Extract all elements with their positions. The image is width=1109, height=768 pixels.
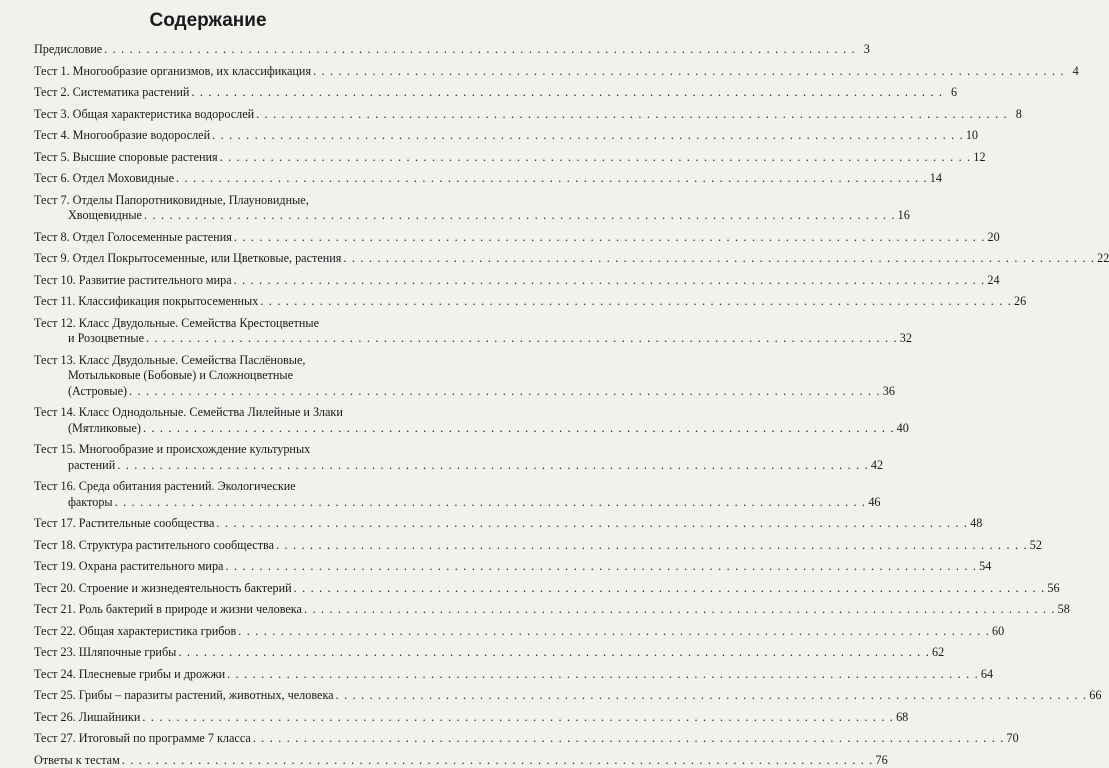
toc-entry xyxy=(34,171,396,187)
toc-entry xyxy=(34,602,396,618)
toc-entry-label: Тест 10. Развитие растительного мира xyxy=(34,273,232,289)
toc-dot-leader xyxy=(129,384,881,400)
toc-page-number: 14 xyxy=(930,171,942,187)
toc-dot-leader xyxy=(117,458,869,474)
toc-page-number: 10 xyxy=(966,128,978,144)
toc-page-number: 16 xyxy=(898,208,910,224)
toc-entry-label: Предисловие xyxy=(34,42,102,58)
toc-dot-leader xyxy=(142,710,894,726)
toc-dot-leader xyxy=(191,85,943,101)
toc-entry-row xyxy=(34,150,396,166)
toc-entry-label: Тест 5. Высшие споровые растения xyxy=(34,150,218,166)
toc-dot-leader xyxy=(225,559,977,575)
toc-dot-leader xyxy=(143,421,895,437)
toc-entry-row xyxy=(34,538,396,554)
toc-dot-leader xyxy=(276,538,1028,554)
toc-entry-line: Тест 7. Отделы Папоротниковидные, Плауновидные, xyxy=(34,193,396,209)
toc-entry xyxy=(34,538,396,554)
toc-dot-leader xyxy=(260,294,1012,310)
toc-entry-row xyxy=(34,107,396,123)
toc-entry-line: Тест 13. Класс Двудольные. Семейства Паслёновые, xyxy=(34,353,396,369)
toc-dot-leader xyxy=(227,667,979,683)
toc-dot-leader xyxy=(313,64,1065,80)
toc-entry-row xyxy=(34,559,396,575)
toc-dot-leader xyxy=(115,495,867,511)
toc-entry-line: Тест 16. Среда обитания растений. Экологические xyxy=(34,479,396,495)
toc-entry xyxy=(34,405,396,436)
toc-entry-label: Тест 11. Классификация покрытосеменных xyxy=(34,294,258,310)
toc-dot-leader xyxy=(256,107,1008,123)
toc-entry-row xyxy=(34,128,396,144)
toc-page-number: 62 xyxy=(932,645,944,661)
toc-entry xyxy=(34,316,396,347)
toc-entry xyxy=(34,688,396,704)
toc-entry-row xyxy=(34,294,396,310)
toc-dot-leader xyxy=(238,624,990,640)
toc-entry xyxy=(34,710,396,726)
toc-entry xyxy=(34,85,396,101)
toc-dot-leader xyxy=(216,516,968,532)
toc-entry-row xyxy=(34,230,396,246)
toc-dot-leader xyxy=(343,251,1095,267)
toc-entry xyxy=(34,581,396,597)
toc-page-number: 3 xyxy=(858,42,870,58)
page-title: Содержание xyxy=(0,10,416,32)
toc-entry-label: Ответы к тестам xyxy=(34,753,120,768)
toc-entry-label: Тест 8. Отдел Голосеменные растения xyxy=(34,230,232,246)
toc-entry xyxy=(34,128,396,144)
toc-page-number: 46 xyxy=(868,495,880,511)
toc-entry-row xyxy=(34,458,396,474)
toc-page-number: 36 xyxy=(883,384,895,400)
toc-page-number: 22 xyxy=(1097,251,1109,267)
toc-page-number: 58 xyxy=(1058,602,1070,618)
toc-dot-leader xyxy=(178,645,930,661)
toc-dot-leader xyxy=(212,128,964,144)
toc-entry-row xyxy=(34,273,396,289)
toc-entry-row xyxy=(34,624,396,640)
toc-entry-label: Тест 25. Грибы – паразиты растений, животных, человека xyxy=(34,688,334,704)
toc-page-number: 12 xyxy=(973,150,985,166)
toc-dot-leader xyxy=(304,602,1056,618)
toc-entry xyxy=(34,273,396,289)
toc-entry-label: Тест 4. Многообразие водорослей xyxy=(34,128,210,144)
toc-entry-label: Хвощевидные xyxy=(34,208,142,224)
toc-entry xyxy=(34,193,396,224)
toc-entry-row xyxy=(34,667,396,683)
toc-entry-label: Тест 26. Лишайники xyxy=(34,710,140,726)
toc-entry-row xyxy=(34,710,396,726)
toc-page-number: 52 xyxy=(1030,538,1042,554)
toc-entry-row xyxy=(34,602,396,618)
toc-dot-leader xyxy=(220,150,972,166)
toc-entry-label: растений xyxy=(34,458,115,474)
toc-dot-leader xyxy=(144,208,896,224)
toc-entry xyxy=(34,64,396,80)
toc-entry-label: Тест 17. Растительные сообщества xyxy=(34,516,214,532)
toc-entry-label: Тест 1. Многообразие организмов, их классификация xyxy=(34,64,311,80)
toc-page-number: 6 xyxy=(945,85,957,101)
toc-dot-leader xyxy=(253,731,1005,747)
toc-entry-line: Мотыльковые (Бобовые) и Сложноцветные xyxy=(34,368,396,384)
toc-entry-line: Тест 15. Многообразие и происхождение культурных xyxy=(34,442,396,458)
toc-page-number: 40 xyxy=(897,421,909,437)
toc-entry xyxy=(34,230,396,246)
toc-page-number: 68 xyxy=(896,710,908,726)
toc-entry-label: Тест 9. Отдел Покрытосеменные, или Цветковые, растения xyxy=(34,251,341,267)
toc-entry-row xyxy=(34,384,396,400)
toc-page-number: 76 xyxy=(876,753,888,768)
toc-entry xyxy=(34,294,396,310)
toc-entry xyxy=(34,516,396,532)
toc-page-number: 64 xyxy=(981,667,993,683)
toc-entry-label: и Розоцветные xyxy=(34,331,144,347)
toc-entry-row xyxy=(34,85,396,101)
toc-entry-row xyxy=(34,495,396,511)
toc-entry-row xyxy=(34,64,396,80)
toc-entry xyxy=(34,753,396,768)
toc-page-number: 8 xyxy=(1010,107,1022,123)
toc-page-number: 66 xyxy=(1089,688,1101,704)
toc-page-number: 32 xyxy=(900,331,912,347)
toc-page-number: 70 xyxy=(1007,731,1019,747)
toc-entry-row xyxy=(34,251,396,267)
toc-dot-leader xyxy=(176,171,928,187)
toc-entry xyxy=(34,667,396,683)
toc-entry xyxy=(34,353,396,400)
toc-entry-label: факторы xyxy=(34,495,113,511)
toc-entry-label: Тест 19. Охрана растительного мира xyxy=(34,559,223,575)
toc-entry xyxy=(34,251,396,267)
toc-entry-row xyxy=(34,42,396,58)
document-page xyxy=(0,0,416,688)
toc-page-number: 24 xyxy=(987,273,999,289)
toc-entry-label: Тест 21. Роль бактерий в природе и жизни человека xyxy=(34,602,302,618)
toc-dot-leader xyxy=(122,753,874,768)
toc-entry-label: Тест 2. Систематика растений xyxy=(34,85,189,101)
toc-dot-leader xyxy=(336,688,1088,704)
toc-entry-row xyxy=(34,421,396,437)
toc-entry xyxy=(34,559,396,575)
toc-entry-label: Тест 27. Итоговый по программе 7 класса xyxy=(34,731,251,747)
toc-entry xyxy=(34,150,396,166)
toc-entry-label: Тест 20. Строение и жизнедеятельность бактерий xyxy=(34,581,292,597)
toc-entry xyxy=(34,645,396,661)
toc-entry xyxy=(34,42,396,58)
toc-entry-label: Тест 18. Структура растительного сообщества xyxy=(34,538,274,554)
toc-dot-leader xyxy=(234,273,986,289)
toc-entry xyxy=(34,479,396,510)
toc-entry xyxy=(34,624,396,640)
toc-page-number: 26 xyxy=(1014,294,1026,310)
toc-entry-row xyxy=(34,208,396,224)
toc-dot-leader xyxy=(104,42,856,58)
toc-page-number: 42 xyxy=(871,458,883,474)
toc-entry-label: Тест 22. Общая характеристика грибов xyxy=(34,624,236,640)
toc-entry-label: Тест 24. Плесневые грибы и дрожжи xyxy=(34,667,225,683)
toc-entry-row xyxy=(34,171,396,187)
toc-entry-line: Тест 12. Класс Двудольные. Семейства Крестоцветные xyxy=(34,316,396,332)
toc-dot-leader xyxy=(294,581,1046,597)
toc-entry-row xyxy=(34,581,396,597)
toc-page-number: 20 xyxy=(988,230,1000,246)
toc-entry-row xyxy=(34,731,396,747)
toc-entry-row xyxy=(34,753,396,768)
toc-entry-label: (Мятликовые) xyxy=(34,421,141,437)
toc-page-number: 4 xyxy=(1067,64,1079,80)
toc-entry-row xyxy=(34,688,396,704)
toc-entry-row xyxy=(34,645,396,661)
toc-entry xyxy=(34,731,396,747)
toc-entry-row xyxy=(34,331,396,347)
toc-entry-label: Тест 23. Шляпочные грибы xyxy=(34,645,176,661)
toc-entry-line: Тест 14. Класс Однодольные. Семейства Лилейные и Злаки xyxy=(34,405,396,421)
toc-page-number: 60 xyxy=(992,624,1004,640)
toc-entry-label: Тест 6. Отдел Моховидные xyxy=(34,171,174,187)
toc-page-number: 48 xyxy=(970,516,982,532)
toc-entry xyxy=(34,107,396,123)
toc-page-number: 56 xyxy=(1047,581,1059,597)
toc-page-number: 54 xyxy=(979,559,991,575)
toc-dot-leader xyxy=(146,331,898,347)
toc-entry xyxy=(34,442,396,473)
toc-entry-label: (Астровые) xyxy=(34,384,127,400)
toc-entry-label: Тест 3. Общая характеристика водорослей xyxy=(34,107,254,123)
toc-entry-row xyxy=(34,516,396,532)
toc-dot-leader xyxy=(234,230,986,246)
